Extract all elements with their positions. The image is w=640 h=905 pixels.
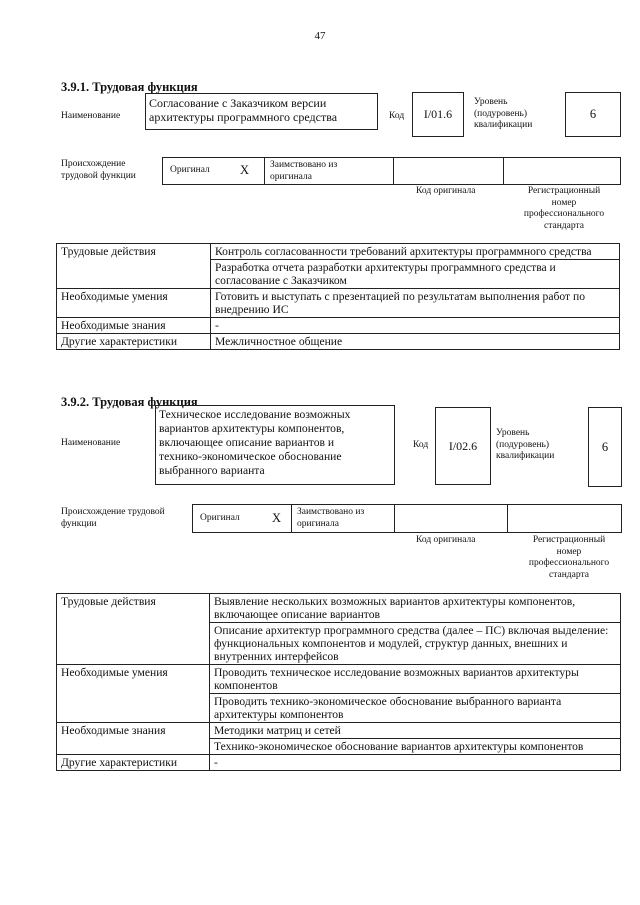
code-label: Код [413, 440, 429, 450]
original-mark: X [240, 163, 250, 177]
row-label: Другие характеристики [57, 755, 210, 771]
row-label: Необходимые умения [57, 665, 210, 694]
level-value: 6 [589, 107, 597, 121]
table-row [57, 289, 620, 318]
row-label: Необходимые умения [57, 289, 211, 318]
table-row [57, 723, 621, 739]
origin-label: Происхождение трудовой функции [61, 159, 136, 181]
original-mark: X [272, 511, 282, 525]
row-value: - [210, 755, 621, 771]
level-label: Уровень (подуровень) квалификации [496, 428, 555, 461]
row-value: Проводить техническое исследование возможных вариантов архитектуры компонентов [210, 665, 621, 694]
section-heading: 3.9.1. Трудовая функция [61, 80, 198, 94]
function-name-box [145, 93, 378, 130]
name-label: Наименование [61, 438, 121, 448]
origin-label: Происхождение трудовой функции [61, 507, 165, 529]
divider [503, 158, 504, 184]
divider [394, 505, 395, 532]
table-row [57, 244, 620, 260]
level-box [565, 92, 621, 137]
row-label: Трудовые действия [57, 594, 210, 623]
origin-row [192, 504, 622, 533]
function-name-line: архитектуры программного средства [149, 110, 338, 124]
code-value: I/01.6 [423, 107, 453, 121]
function-name-box [155, 405, 395, 485]
row-value: Технико-экономическое обоснование вариантов архитектуры компонентов [210, 739, 621, 755]
divider [393, 158, 394, 184]
code-box [435, 407, 491, 485]
row-value: Готовить и выступать с презентацией по результатам выполнения работ по внедрению ИС [211, 289, 620, 318]
function-name-line: Согласование с Заказчиком версии [149, 96, 327, 110]
row-value: Разработка отчета разработки архитектуры программного средства и согласование с Заказчиком [211, 260, 620, 289]
table-row [57, 694, 621, 723]
code-box [412, 92, 464, 137]
page-number: 47 [314, 30, 326, 42]
table-row [57, 739, 621, 755]
borrowed-label: Заимствовано из оригинала [297, 507, 365, 529]
table-row [57, 755, 621, 771]
table-row [57, 665, 621, 694]
registration-caption: Регистрационный номер профессионального стандарта [523, 186, 605, 231]
function-name-line: выбранного варианта [159, 464, 265, 477]
row-label [57, 623, 210, 665]
registration-caption: Регистрационный номер профессионального стандарта [528, 535, 610, 580]
divider [507, 505, 508, 532]
table-row [57, 334, 620, 350]
function-name-line: технико-экономическое обоснование [159, 450, 342, 463]
row-value: Выявление нескольких возможных вариантов архитектуры компонентов, включающее описание вариантов [210, 594, 621, 623]
function-details-table [56, 243, 620, 350]
row-label [57, 739, 210, 755]
code-value: I/02.6 [448, 438, 478, 453]
row-value: Описание архитектур программного средства (далее – ПС) включая выделение: функциональных компонентов и модулей, структур данных, внешних и внутренних интерфейсов [210, 623, 621, 665]
function-details-table [56, 593, 621, 771]
divider [621, 505, 622, 532]
row-value: Проводить технико-экономическое обоснование выбранного варианта архитектуры компонентов [210, 694, 621, 723]
row-label: Необходимые знания [57, 318, 211, 334]
table-row [57, 260, 620, 289]
borrowed-label: Заимствовано из оригинала [270, 160, 338, 182]
original-code-caption: Код оригинала [416, 535, 476, 545]
function-name-line: Техническое исследование возможных [159, 408, 351, 421]
original-cell: Оригинал X [162, 158, 265, 184]
table-row [57, 594, 621, 623]
code-label: Код [389, 111, 405, 121]
function-name-line: вариантов архитектуры компонентов, [159, 422, 345, 435]
divider [620, 158, 621, 184]
row-value: Контроль согласованности требований архитектуры программного средства [211, 244, 620, 260]
row-label [57, 260, 211, 289]
row-label [57, 694, 210, 723]
name-label: Наименование [61, 111, 121, 121]
row-label: Другие характеристики [57, 334, 211, 350]
row-label: Необходимые знания [57, 723, 210, 739]
function-name-line: включающее описание вариантов и [159, 436, 335, 449]
row-label: Трудовые действия [57, 244, 211, 260]
original-cell: Оригинал X [192, 505, 292, 532]
section-heading: 3.9.2. Трудовая функция [61, 395, 198, 409]
origin-row [162, 157, 621, 185]
table-row [57, 623, 621, 665]
original-code-caption: Код оригинала [416, 186, 476, 196]
table-row [57, 318, 620, 334]
row-value: - [211, 318, 620, 334]
level-box [588, 407, 622, 487]
row-value: Межличностное общение [211, 334, 620, 350]
level-label: Уровень (подуровень) квалификации [474, 97, 533, 130]
level-value: 6 [601, 439, 609, 454]
row-value: Методики матриц и сетей [210, 723, 621, 739]
